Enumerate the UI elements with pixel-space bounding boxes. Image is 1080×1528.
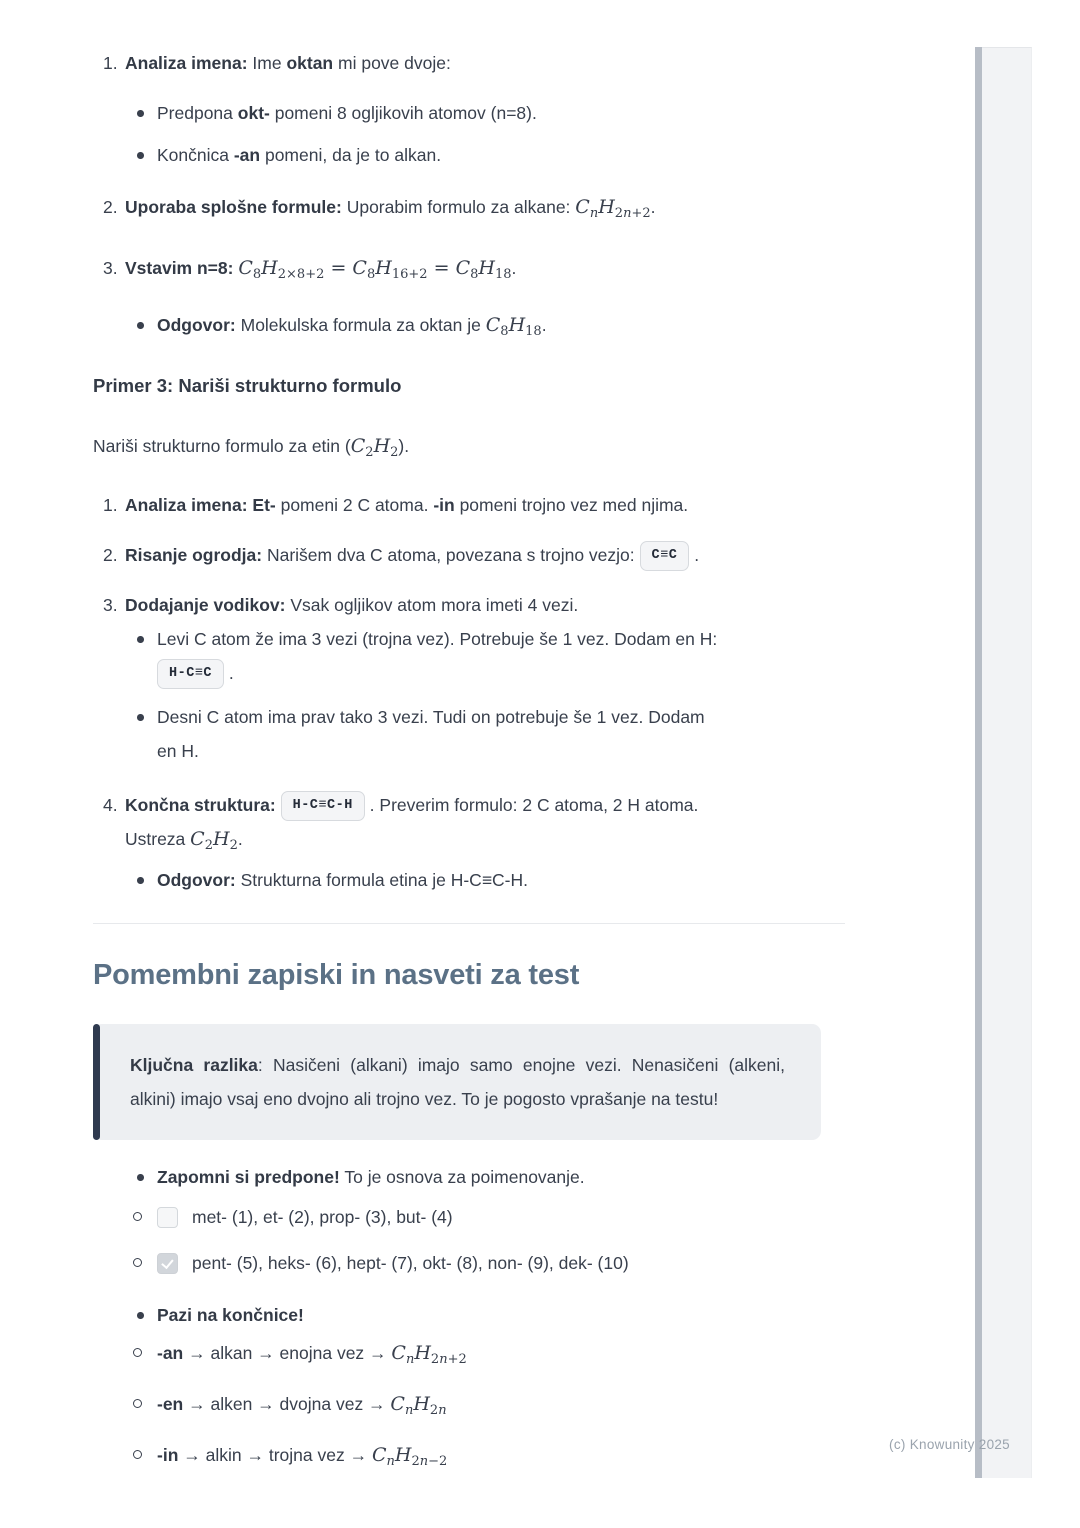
bullet-circle-icon: [133, 1212, 142, 1221]
sub-bullet-item: [93, 1387, 845, 1428]
sub-bullet-item: [93, 1336, 845, 1377]
prefixes-checkbox-1[interactable]: [157, 1207, 178, 1228]
ordered-item: [93, 488, 845, 522]
bullet-item: [93, 138, 845, 172]
checkbox-label: pent- (5), heks- (6), hept- (7), okt- (8), non- (9), dek- (10): [192, 1253, 629, 1273]
math-formula: $C_8H_{2\times 8+2} = C_8H_{16+2} = C_8H_{18}$: [238, 257, 512, 282]
bold-text: -an: [233, 145, 261, 165]
list-number: 4.: [103, 795, 118, 815]
list-number: 3.: [103, 595, 118, 615]
list-number: 1.: [103, 495, 118, 515]
list-item-text: Levi C atom že ima 3 vezi (trojna vez). Potrebuje še 1 vez. Dodam en H: H-C≡C .: [157, 622, 845, 690]
bullet-item: [93, 700, 845, 768]
bullet-item: [93, 863, 845, 897]
bold-text: oktan: [286, 53, 334, 73]
list-item-text: Analiza imena: Ime oktan mi pove dvoje:: [125, 53, 451, 73]
checkbox-item: [93, 1200, 845, 1234]
bold-text: Končna struktura:: [125, 795, 276, 815]
bullet-dot-icon: [137, 110, 144, 117]
list-number: 3.: [103, 258, 118, 278]
list-item-text: Odgovor: Molekulska formula za oktan je $C_8H_{18}$.: [157, 314, 547, 339]
list-item-text: -in → alkin → trojna vez → $C_nH_{2n-2}$: [157, 1444, 448, 1469]
ordered-item: [93, 588, 845, 622]
list-item-text: -an → alkan → enojna vez → $C_nH_{2n+2}$: [157, 1342, 467, 1367]
bold-text: okt-: [237, 103, 270, 123]
bold-text: Zapomni si predpone!: [157, 1167, 340, 1187]
math-formula: $C_8H_{18}$: [485, 314, 542, 339]
bold-text: Analiza imena: Et-: [125, 495, 276, 515]
math-formula: $C_nH_{2n+2}$: [575, 196, 651, 221]
math-formula: $C_nH_{2n}$: [390, 1393, 447, 1418]
bold-text: -an: [157, 1343, 184, 1363]
bullet-dot-icon: [137, 1174, 144, 1181]
list-item-text: Končna struktura: H-C≡C-H . Preverim formulo: 2 C atoma, 2 H atoma. Ustreza $C_2H_2$.: [125, 788, 845, 863]
bullet-item: [93, 308, 845, 349]
code-chip: H-C≡C-H: [281, 791, 365, 821]
bullet-circle-icon: [133, 1348, 142, 1357]
code-chip: H-C≡C: [157, 659, 224, 689]
checkbox-label: met- (1), et- (2), prop- (3), but- (4): [192, 1207, 453, 1227]
list-item-text: Dodajanje vodikov: Vsak ogljikov atom mora imeti 4 vezi.: [125, 595, 579, 615]
bullet-item: [93, 1298, 845, 1332]
section-subheading: Primer 3: Nariši strukturno formulo: [93, 375, 402, 396]
callout-accent-bar: [93, 1024, 100, 1140]
bold-text: Pazi na končnice!: [157, 1305, 304, 1325]
list-item-text: [157, 1298, 845, 1332]
document-body: [93, 46, 845, 1479]
math-formula: $C_nH_{2n-2}$: [371, 1444, 448, 1469]
bold-text: Uporaba splošne formule:: [125, 197, 342, 217]
math-formula: $C_nH_{2n+2}$: [391, 1342, 467, 1367]
list-number: 1.: [103, 53, 118, 73]
list-item-text: Končnica -an pomeni, da je to alkan.: [157, 145, 442, 165]
bold-text: Ključna razlika: [130, 1055, 258, 1075]
bullet-dot-icon: [137, 1312, 144, 1319]
bold-text: Vstavim n=8:: [125, 258, 234, 278]
bold-text: Odgovor:: [157, 315, 236, 335]
list-item-text: Uporaba splošne formule: Uporabim formulo za alkane: $C_nH_{2n+2}$.: [125, 196, 656, 221]
bullet-item: [93, 96, 845, 130]
ordered-item: [93, 788, 845, 863]
bullet-dot-icon: [137, 152, 144, 159]
list-item-text: Vstavim n=8: $C_8H_{2\times 8+2} = C_8H_{16+2} = C_8H_{18}$.: [125, 257, 517, 282]
math-formula: $C_2H_2$: [350, 435, 399, 460]
bullet-circle-icon: [133, 1399, 142, 1408]
list-item-text: Desni C atom ima prav tako 3 vezi. Tudi on potrebuje še 1 vez. Dodam en H.: [157, 707, 705, 761]
bold-text: Odgovor:: [157, 870, 236, 890]
ordered-item: [93, 190, 845, 231]
paragraph: Nariši strukturno formulo za etin $(C_2H_2)$.: [93, 435, 410, 460]
copyright-watermark: (c) Knowunity 2025: [889, 1437, 1010, 1452]
ordered-item: [93, 46, 845, 80]
bold-text: -in: [157, 1445, 179, 1465]
bullet-dot-icon: [137, 322, 144, 329]
ordered-item: [93, 538, 845, 572]
list-number: 2.: [103, 545, 118, 565]
bold-text: Dodajanje vodikov:: [125, 595, 286, 615]
list-number: 2.: [103, 197, 118, 217]
bullet-dot-icon: [137, 877, 144, 884]
list-item-text: Predpona okt- pomeni 8 ogljikovih atomov (n=8).: [157, 103, 537, 123]
sub-bullet-item: [93, 1438, 845, 1479]
callout-text: Ključna razlika: Nasičeni (alkani) imajo samo enojne vezi. Nenasičeni (alkeni, alkini) imajo vsaj eno dvojno ali trojno vez. To je pogosto vprašanje na testu!: [130, 1055, 785, 1109]
bold-text: Analiza imena:: [125, 53, 248, 73]
list-item-text: Risanje ogrodja: Narišem dva C atoma, povezana s trojno vezjo: C≡C .: [125, 538, 845, 572]
list-item-text: -en → alken → dvojna vez → $C_nH_{2n}$: [157, 1393, 447, 1418]
checkbox-item: [93, 1246, 845, 1280]
list-item-text: Odgovor: Strukturna formula etina je H-C≡C-H.: [157, 870, 528, 890]
bullet-circle-icon: [133, 1258, 142, 1267]
bold-text: -in: [433, 495, 455, 515]
ordered-item: [93, 251, 845, 292]
section-divider: [93, 923, 845, 924]
bullet-circle-icon: [133, 1450, 142, 1459]
bullet-dot-icon: [137, 636, 144, 643]
bullet-dot-icon: [137, 714, 144, 721]
list-item-text: Zapomni si predpone! To je osnova za poimenovanje.: [157, 1167, 585, 1187]
list-item-text: Analiza imena: Et- pomeni 2 C atoma. -in pomeni trojno vez med njima.: [125, 495, 689, 515]
scrollbar-thumb[interactable]: [975, 47, 982, 1478]
scrollbar-track[interactable]: [982, 47, 1032, 1478]
math-formula: $C_2H_2$: [190, 828, 238, 853]
bullet-item: [93, 622, 845, 690]
page-section-title: Pomembni zapiski in nasveti za test: [93, 959, 580, 991]
prefixes-checkbox-2[interactable]: [157, 1253, 178, 1274]
bullet-item: [93, 1160, 845, 1194]
key-difference-callout: [93, 1024, 821, 1140]
bold-text: Risanje ogrodja:: [125, 545, 263, 565]
code-chip: C≡C: [640, 541, 690, 571]
bold-text: -en: [157, 1394, 184, 1414]
